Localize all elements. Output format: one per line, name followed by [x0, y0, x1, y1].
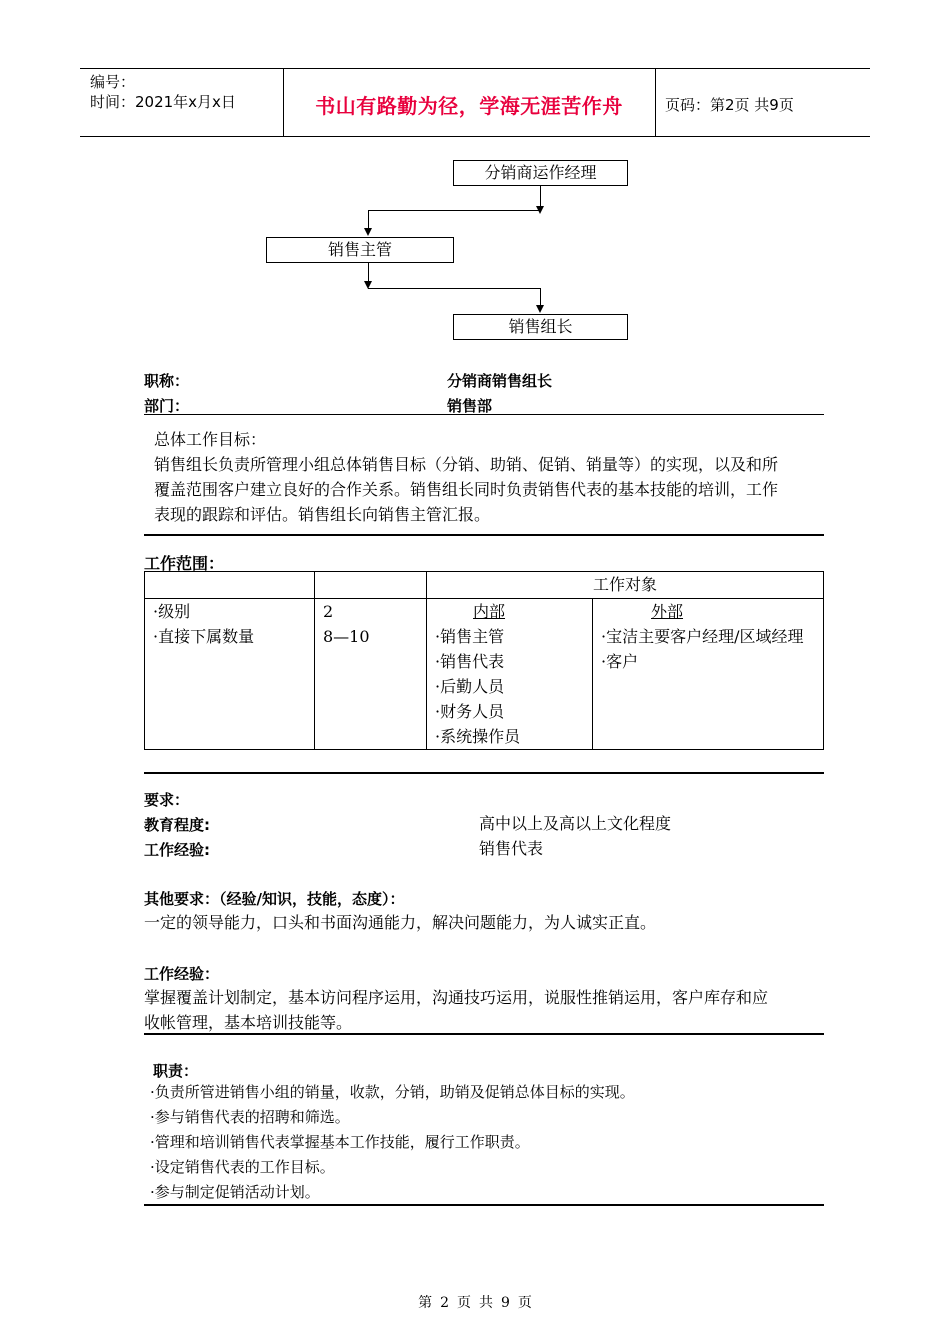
duty-item: ·参与制定促销活动计划。 [150, 1183, 320, 1201]
dept-label: 部门： [144, 397, 190, 415]
work-experience-heading: 工作经验： [144, 965, 220, 983]
header-bottom-rule [80, 136, 870, 137]
footer-text: 第 [418, 1295, 433, 1311]
footer-text: 页 [457, 1295, 471, 1311]
table-cell [145, 572, 315, 599]
duty-item: ·负责所管进销售小组的销量，收款，分销，助销及促销总体目标的实现。 [150, 1083, 635, 1101]
list-item: ·级别 [153, 602, 191, 621]
external-header: 外部 [651, 602, 684, 621]
list-item: ·直接下属数量 [153, 627, 255, 646]
header-page-info: 页码：第2页 共9页 [665, 96, 794, 114]
list-item: ·后勤人员 [435, 677, 505, 696]
org-box-distribution-manager: 分销商运作经理 [453, 160, 628, 186]
divider [144, 534, 824, 536]
doc-time: 时间：2021年x月x日 [90, 93, 236, 111]
list-item: ·系统操作员 [435, 727, 521, 746]
work-target-header: 工作对象 [427, 572, 824, 599]
scope-heading-text: 工作范围： [144, 554, 225, 573]
arrow-down-icon [536, 305, 544, 313]
list-item: ·销售代表 [435, 652, 505, 671]
duties-heading: 职责： [153, 1062, 199, 1080]
org-box-sales-supervisor: 销售主管 [266, 237, 454, 263]
divider [144, 1204, 824, 1206]
doc-number-label: 编号： [90, 73, 136, 91]
work-experience-line: 掌握覆盖计划制定，基本访问程序运用，沟通技巧运用，说服性推销运用，客户库存和应 [144, 988, 769, 1007]
list-item: 2 [323, 602, 334, 621]
list-item: ·客户 [601, 652, 639, 671]
footer-text: 共 [479, 1295, 493, 1311]
header-motto: 书山有路勤为径，学海无涯苦作舟 [315, 94, 623, 118]
list-item: 8—10 [323, 627, 370, 646]
scope-values-cell [315, 599, 427, 750]
divider [144, 1033, 824, 1035]
org-connector [368, 288, 541, 289]
work-experience-line: 收帐管理，基本培训技能等。 [144, 1013, 353, 1032]
internal-header: 内部 [473, 602, 506, 621]
work-scope-table [144, 571, 824, 750]
list-item: ·财务人员 [435, 702, 505, 721]
org-connector [368, 210, 540, 211]
education-value: 高中以上及高以上文化程度 [479, 814, 672, 833]
dept-value: 销售部 [447, 397, 493, 415]
objective-line: 覆盖范围客户建立良好的合作关系。销售组长同时负责销售代表的基本技能的培训，工作 [154, 480, 779, 499]
total-pages: 9 [501, 1295, 510, 1311]
divider [144, 772, 824, 774]
objective-heading: 总体工作目标： [154, 430, 267, 449]
internal-cell [427, 599, 593, 750]
requirements-heading: 要求： [144, 791, 190, 809]
title-value: 分销商销售组长 [447, 372, 553, 390]
experience-label: 工作经验: [144, 841, 210, 859]
arrow-down-icon [364, 228, 372, 236]
title-label: 职称： [144, 372, 190, 390]
other-requirements-heading: 其他要求：（经验/知识，技能，态度）： [144, 890, 405, 908]
org-connector [540, 288, 541, 306]
org-box-sales-team-leader: 销售组长 [453, 314, 628, 340]
org-connector [368, 210, 369, 229]
page-number: 2 [440, 1295, 449, 1311]
list-item: ·宝洁主要客户经理/区域经理 [601, 627, 804, 646]
experience-value: 销售代表 [479, 839, 544, 858]
objective-line: 销售组长负责所管理小组总体销售目标（分销、助销、促销、销量等）的实现，以及和所 [154, 455, 779, 474]
education-label: 教育程度: [144, 816, 210, 834]
external-cell [593, 599, 824, 750]
header-divider [655, 68, 656, 136]
list-item: ·销售主管 [435, 627, 505, 646]
scope-items-cell [145, 599, 315, 750]
org-connector [368, 262, 369, 282]
duty-item: ·参与销售代表的招聘和筛选。 [150, 1108, 350, 1126]
divider [144, 414, 824, 415]
table-cell [315, 572, 427, 599]
header-top-rule [80, 68, 870, 69]
page-footer [0, 1292, 950, 1312]
duty-item: ·设定销售代表的工作目标。 [150, 1158, 335, 1176]
footer-text: 页 [517, 1295, 532, 1311]
other-requirements-text: 一定的领导能力，口头和书面沟通能力，解决问题能力，为人诚实正直。 [144, 913, 657, 932]
objective-line: 表现的跟踪和评估。销售组长向销售主管汇报。 [154, 505, 491, 524]
duty-item: ·管理和培训销售代表掌握基本工作技能，履行工作职责。 [150, 1133, 530, 1151]
